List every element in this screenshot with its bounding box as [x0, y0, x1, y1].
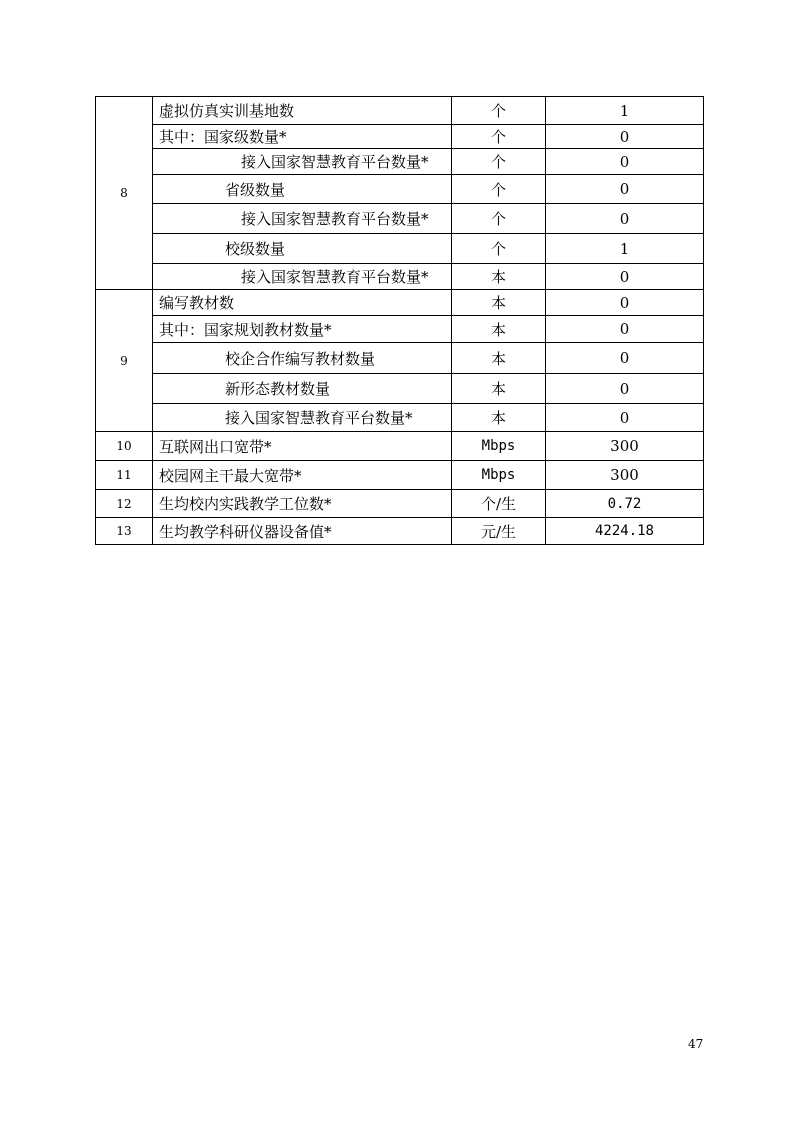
value-cell: 0 — [546, 404, 704, 432]
item-label: 新形态教材数量 — [153, 374, 452, 404]
unit-cell: 个/生 — [452, 490, 546, 518]
table-row — [96, 518, 704, 545]
item-label: 其中：国家级数量* — [153, 125, 452, 149]
unit-cell: Mbps — [452, 432, 546, 461]
value-cell: 0 — [546, 125, 704, 149]
item-label: 其中：国家规划教材数量* — [153, 316, 452, 343]
table-row — [96, 234, 704, 264]
table-row — [96, 404, 704, 432]
value-cell: 0 — [546, 343, 704, 374]
row-number: 12 — [96, 490, 153, 518]
unit-cell: 个 — [452, 204, 546, 234]
item-label: 校级数量 — [153, 234, 452, 264]
table-row — [96, 432, 704, 461]
page-number: 47 — [688, 1037, 704, 1051]
unit-cell: 个 — [452, 149, 546, 175]
unit-cell: 本 — [452, 290, 546, 316]
value-cell: 0 — [546, 204, 704, 234]
item-label: 接入国家智慧教育平台数量* — [153, 204, 452, 234]
value-cell: 0 — [546, 316, 704, 343]
unit-cell: 个 — [452, 125, 546, 149]
item-label: 接入国家智慧教育平台数量* — [153, 264, 452, 290]
value-cell: 0 — [546, 175, 704, 204]
table-row — [96, 97, 704, 125]
stats-table — [95, 96, 704, 545]
table-row — [96, 204, 704, 234]
item-label: 编写教材数 — [153, 290, 452, 316]
item-label: 省级数量 — [153, 175, 452, 204]
unit-cell: 个 — [452, 97, 546, 125]
unit-cell: 个 — [452, 234, 546, 264]
item-label: 接入国家智慧教育平台数量* — [153, 404, 452, 432]
table-row — [96, 264, 704, 290]
table-row — [96, 290, 704, 316]
item-label: 生均教学科研仪器设备值* — [153, 518, 452, 545]
unit-cell: 本 — [452, 264, 546, 290]
item-label: 校企合作编写教材数量 — [153, 343, 452, 374]
unit-cell: Mbps — [452, 461, 546, 490]
unit-cell: 本 — [452, 316, 546, 343]
value-cell: 300 — [546, 432, 704, 461]
table-row — [96, 461, 704, 490]
item-label: 生均校内实践教学工位数* — [153, 490, 452, 518]
row-number: 10 — [96, 432, 153, 461]
unit-cell: 元/生 — [452, 518, 546, 545]
item-label: 接入国家智慧教育平台数量* — [153, 149, 452, 175]
value-cell: 4224.18 — [546, 518, 704, 545]
table-row — [96, 175, 704, 204]
table-row — [96, 490, 704, 518]
row-number: 9 — [96, 290, 153, 432]
value-cell: 1 — [546, 97, 704, 125]
value-cell: 0 — [546, 290, 704, 316]
row-number: 11 — [96, 461, 153, 490]
value-cell: 0.72 — [546, 490, 704, 518]
row-number: 13 — [96, 518, 153, 545]
table-row — [96, 316, 704, 343]
item-label: 互联网出口宽带* — [153, 432, 452, 461]
table-row — [96, 343, 704, 374]
value-cell: 0 — [546, 374, 704, 404]
table-row — [96, 149, 704, 175]
item-label: 校园网主干最大宽带* — [153, 461, 452, 490]
value-cell: 300 — [546, 461, 704, 490]
value-cell: 1 — [546, 234, 704, 264]
unit-cell: 本 — [452, 404, 546, 432]
row-number: 8 — [96, 97, 153, 290]
table-row — [96, 125, 704, 149]
item-label: 虚拟仿真实训基地数 — [153, 97, 452, 125]
unit-cell: 个 — [452, 175, 546, 204]
table-row — [96, 374, 704, 404]
value-cell: 0 — [546, 149, 704, 175]
unit-cell: 本 — [452, 374, 546, 404]
value-cell: 0 — [546, 264, 704, 290]
unit-cell: 本 — [452, 343, 546, 374]
